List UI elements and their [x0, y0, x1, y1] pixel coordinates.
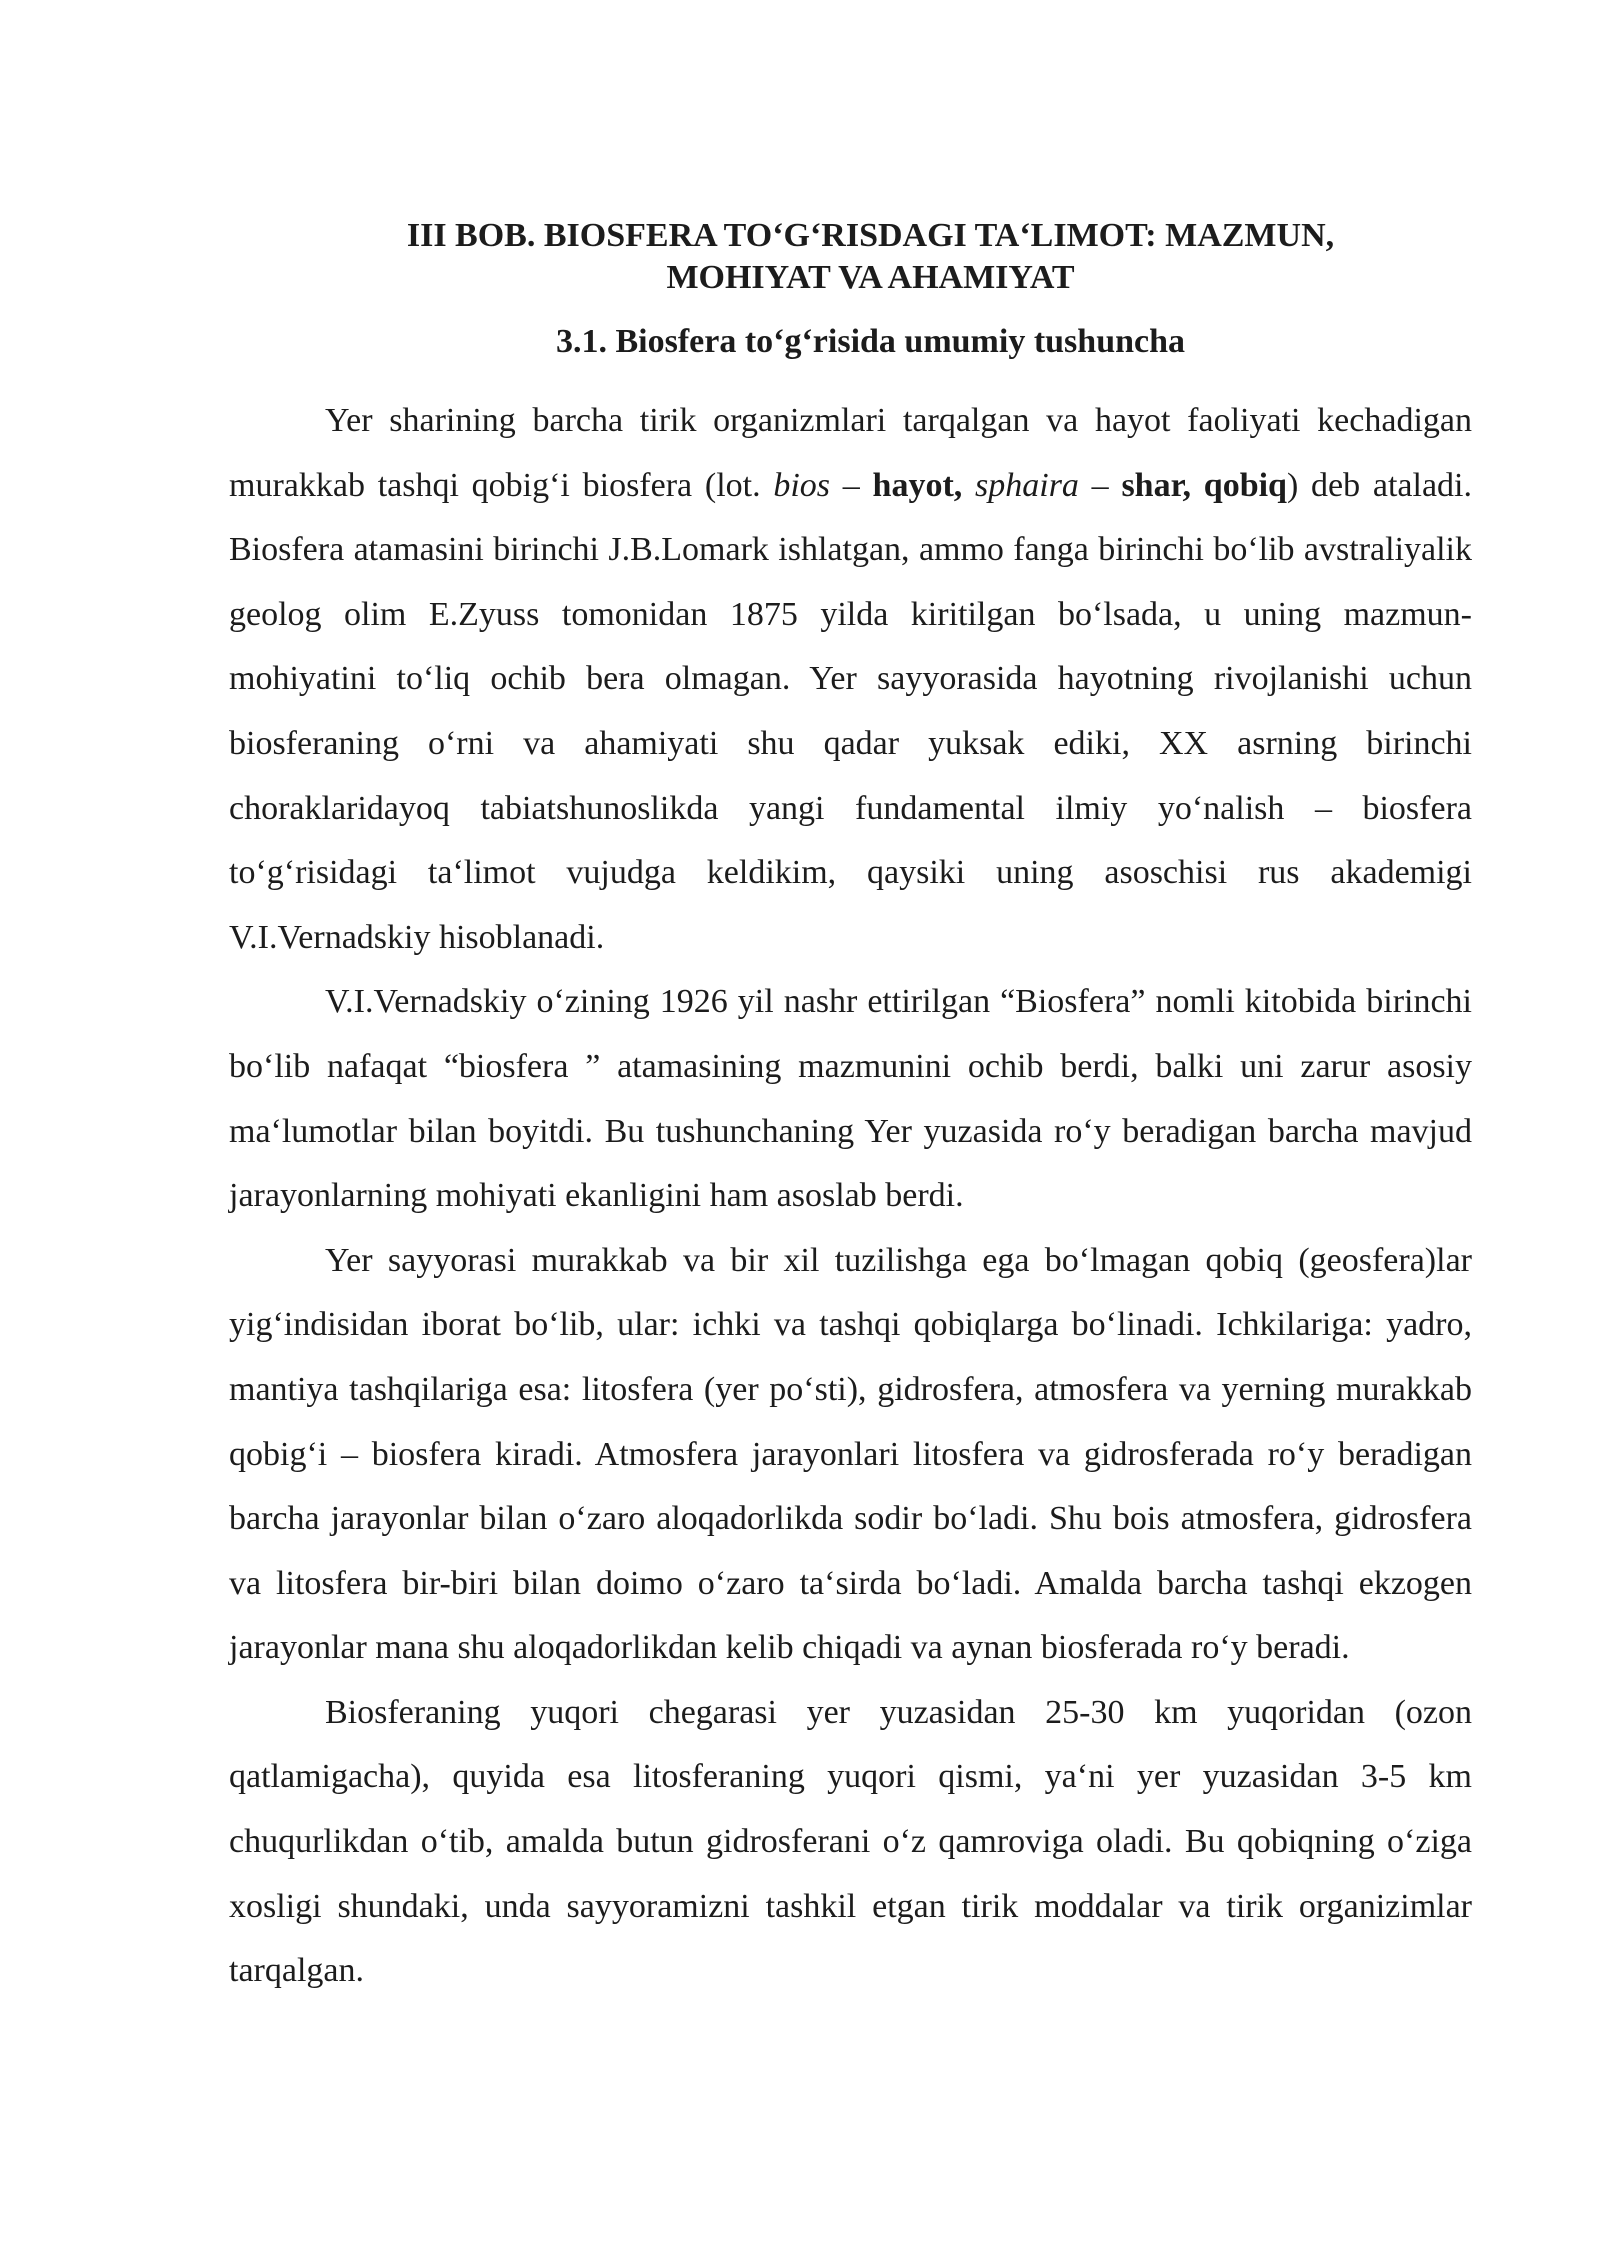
section-title: 3.1. Biosfera to‘g‘risida umumiy tushuncha: [555, 323, 1186, 360]
dash: –: [830, 466, 873, 504]
term-sphaira: sphaira: [975, 466, 1079, 504]
chapter-title: [229, 215, 1472, 299]
chapter-title-line-1: III BOB. BIOSFERA TO‘G‘RISDAGI TA‘LIMOT: MAZMUN,: [406, 217, 1335, 254]
paragraph-1: [229, 389, 1472, 970]
term-bios: bios: [773, 466, 831, 504]
term-shar-qobiq: shar, qobiq: [1121, 466, 1287, 504]
chapter-title-line-2: MOHIYAT VA AHAMIYAT: [666, 259, 1075, 296]
paragraph-4: Biosferaning yuqori chegarasi yer yuzasidan 25-30 km yuqoridan (ozon qatlamigacha), quyida esa litosferaning yuqori qismi, ya‘ni yer yuzasidan 3-5 km chuqurlikdan o‘tib, amalda butun gidrosferani o‘z qamroviga oladi. Bu qobiqning o‘ziga xosligi shundaki, unda sayyoramizni tashkil etgan tirik moddalar va tirik organizimlar tarqalgan.: [229, 1693, 1472, 1990]
paragraph-1-text-a: Yer sharining barcha tirik organizmlari tarqalgan va hayot faoliyati kechadigan murakkab tashqi qobig‘i biosfera (lot.: [229, 402, 1472, 504]
spacer: [962, 467, 975, 504]
document-page: [229, 215, 1472, 2004]
paragraph-1-text-b: ) deb ataladi. Biosfera atamasini birinchi J.B.Lomark ishlatgan, ammo fanga birinchi bo‘lib avstraliyalik geolog olim E.Zyuss tomonidan 1875 yilda kiritilgan bo‘lsada, u uning mazmun-mohiyatini to‘liq ochib bera olmagan. Yer sayyorasida hayotning rivojlanishi uchun biosferaning o‘rni va ahamiyati shu qadar yuksak ediki, XX asrning birinchi choraklaridayoq tabiatshunoslikda yangi fundamental ilmiy yo‘nalish – biosfera to‘g‘risidagi ta‘limot vujudga keldikim, qaysiki uning asoschisi rus akademigi V.I.Vernadskiy hisoblanadi.: [229, 466, 1473, 956]
paragraph-2: V.I.Vernadskiy o‘zining 1926 yil nashr ettirilgan “Biosfera” nomli kitobida birinchi bo‘lib nafaqat “biosfera ” atamasining mazmunini ochib berdi, balki uni zarur asosiy ma‘lumotlar bilan boyitdi. Bu tushunchaning Yer yuzasida ro‘y beradigan barcha mavjud jarayonlarning mohiyati ekanligini ham asoslab berdi.: [229, 983, 1472, 1215]
paragraph-3: Yer sayyorasi murakkab va bir xil tuzilishga ega bo‘lmagan qobiq (geosfera)lar yig‘indisidan iborat bo‘lib, ular: ichki va tashqi qobiqlarga bo‘linadi. Ichkilariga: yadro, mantiya tashqilariga esa: litosfera (yer po‘sti), gidrosfera, atmosfera va yerning murakkab qobig‘i – biosfera kiradi. Atmosfera jarayonlari litosfera va gidrosferada ro‘y beradigan barcha jarayonlar bilan o‘zaro aloqadorlikda sodir bo‘ladi. Shu bois atmosfera, gidrosfera va litosfera bir-biri bilan doimo o‘zaro ta‘sirda bo‘ladi. Amalda barcha tashqi ekzogen jarayonlar mana shu aloqadorlikdan kelib chiqadi va aynan biosferada ro‘y beradi.: [229, 1241, 1472, 1667]
dash: –: [1078, 466, 1122, 504]
term-hayot: hayot,: [872, 466, 963, 504]
